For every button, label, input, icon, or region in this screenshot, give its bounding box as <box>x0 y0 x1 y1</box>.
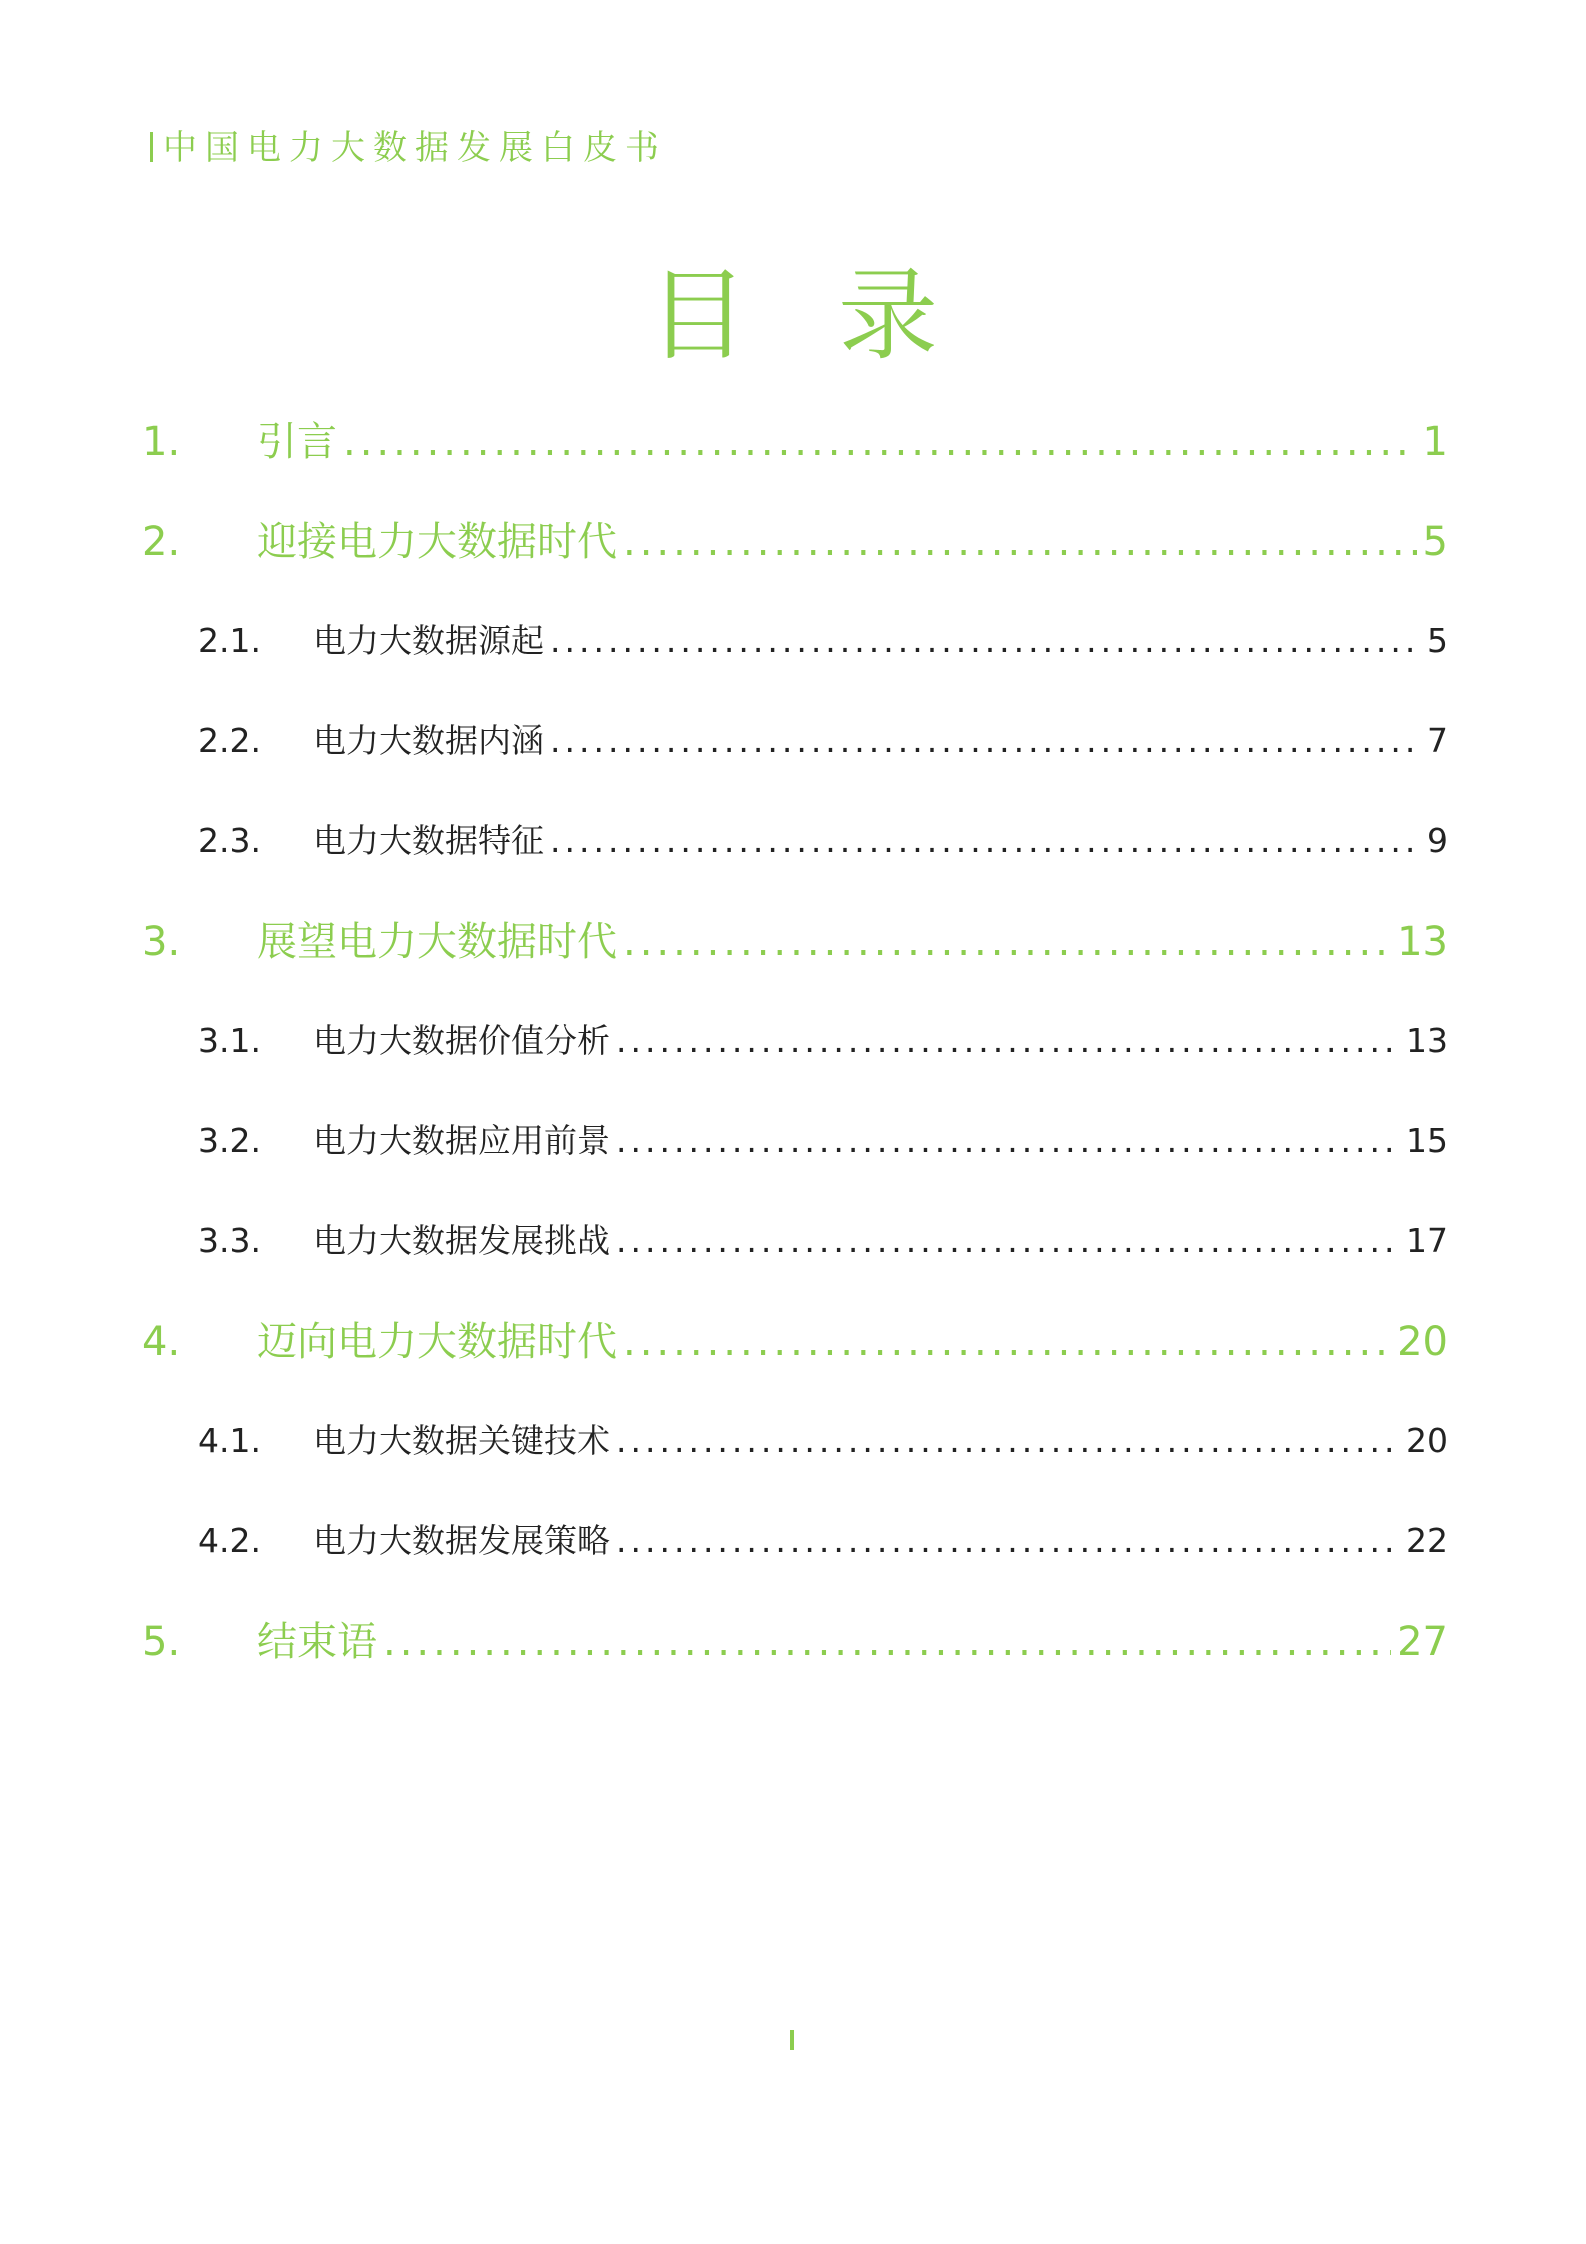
toc-entry-label: 展望电力大数据时代 <box>257 919 617 965</box>
toc-entry[interactable] <box>142 910 1448 967</box>
toc-entry-label: 迎接电力大数据时代 <box>257 519 617 565</box>
toc-entry-page: 17 <box>1406 1221 1448 1260</box>
toc-leader-dots <box>383 1619 1391 1665</box>
toc-entry-page: 5 <box>1427 621 1448 660</box>
toc-entry[interactable] <box>142 410 1448 467</box>
toc-entry-page: 13 <box>1406 1021 1448 1060</box>
toc-leader-dots <box>343 419 1417 465</box>
toc-entry-page: 22 <box>1406 1521 1448 1560</box>
toc-entry-number: 4. <box>142 1319 181 1365</box>
toc-entry-label: 电力大数据内涵 <box>313 721 544 760</box>
toc-leader-dots <box>616 1121 1400 1160</box>
toc-entry-label: 电力大数据源起 <box>313 621 544 660</box>
toc-entry-number: 3.1. <box>198 1021 261 1060</box>
toc-entry-number: 3. <box>142 919 181 965</box>
toc-entry-number: 2.3. <box>198 821 261 860</box>
toc-entry-number: 3.3. <box>198 1221 261 1260</box>
toc-entry-number: 3.2. <box>198 1121 261 1160</box>
toc-entry[interactable] <box>142 1310 1448 1367</box>
toc-leader-dots <box>623 519 1417 565</box>
toc-leader-dots <box>616 1521 1400 1560</box>
toc-entry[interactable] <box>142 510 1448 567</box>
page-footer-mark <box>790 2030 794 2050</box>
toc-entry-page: 20 <box>1397 1319 1448 1365</box>
header-bar <box>150 132 153 162</box>
toc-entry[interactable] <box>198 715 1448 762</box>
toc-entry[interactable] <box>198 1515 1448 1562</box>
toc-entry[interactable] <box>198 615 1448 662</box>
toc-entry-label: 电力大数据特征 <box>313 821 544 860</box>
toc-entry-number: 5. <box>142 1619 181 1665</box>
toc-entry-number: 4.1. <box>198 1421 261 1460</box>
toc-leader-dots <box>623 919 1391 965</box>
toc-entry-label: 电力大数据发展挑战 <box>313 1221 610 1260</box>
toc-entry-page: 13 <box>1397 919 1448 965</box>
toc-entry-label: 迈向电力大数据时代 <box>257 1319 617 1365</box>
toc-entry-label: 电力大数据发展策略 <box>313 1521 610 1560</box>
toc-leader-dots <box>550 821 1421 860</box>
toc-entry-page: 9 <box>1427 821 1448 860</box>
toc-entry-label: 结束语 <box>257 1619 377 1665</box>
toc-entry-label: 电力大数据关键技术 <box>313 1421 610 1460</box>
toc-leader-dots <box>550 721 1421 760</box>
toc-entry[interactable] <box>198 815 1448 862</box>
toc-entry-page: 15 <box>1406 1121 1448 1160</box>
toc-entry-page: 5 <box>1422 519 1448 565</box>
toc-leader-dots <box>623 1319 1391 1365</box>
toc-entry[interactable] <box>198 1415 1448 1462</box>
toc-entry-page: 27 <box>1397 1619 1448 1665</box>
toc-leader-dots <box>616 1021 1400 1060</box>
toc-title: 目录 <box>648 257 1028 374</box>
toc-entry-number: 1. <box>142 419 181 465</box>
toc-leader-dots <box>550 621 1421 660</box>
toc-entry-label: 电力大数据应用前景 <box>313 1121 610 1160</box>
toc-entry-page: 1 <box>1422 419 1448 465</box>
toc-entry-label: 电力大数据价值分析 <box>313 1021 610 1060</box>
header-title: 中国电力大数据发展白皮书 <box>163 128 667 168</box>
document-header <box>150 120 667 169</box>
toc-entry[interactable] <box>198 1115 1448 1162</box>
toc-entry-number: 4.2. <box>198 1521 261 1560</box>
toc-entry[interactable] <box>198 1015 1448 1062</box>
toc-entry-label: 引言 <box>257 419 337 465</box>
toc-entry-page: 20 <box>1406 1421 1448 1460</box>
toc-entry-number: 2. <box>142 519 181 565</box>
toc-entry-number: 2.2. <box>198 721 261 760</box>
toc-entry[interactable] <box>198 1215 1448 1262</box>
toc-entry-page: 7 <box>1427 721 1448 760</box>
toc-leader-dots <box>616 1221 1400 1260</box>
toc-entry[interactable] <box>142 1610 1448 1667</box>
toc-leader-dots <box>616 1421 1400 1460</box>
toc-entry-number: 2.1. <box>198 621 261 660</box>
